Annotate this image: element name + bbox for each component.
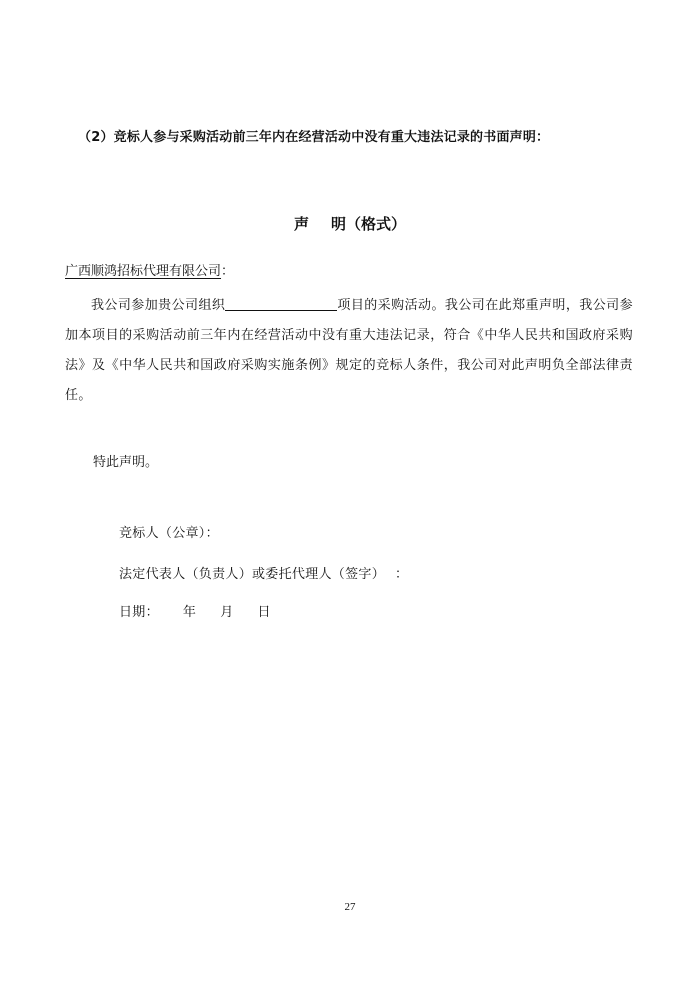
date-label: 日期： [119, 605, 159, 620]
date-line [119, 601, 271, 620]
bidder-seal-label: 竞标人（公章）： [119, 526, 219, 541]
project-name-blank[interactable] [225, 296, 337, 311]
declaration-body [65, 291, 633, 411]
title-part-1: 声 [293, 215, 309, 233]
representative-label: 法定代表人（负责人）或委托代理人（签字） [119, 567, 386, 582]
body-text-before-blank: 我公司参加贵公司组织 [91, 298, 226, 313]
representative-signature-line [119, 563, 408, 582]
date-year: 年 [182, 605, 197, 620]
section-heading: （2）竞标人参与采购活动前三年内在经营活动中没有重大违法记录的书面声明： [78, 130, 550, 145]
declaration-title [0, 213, 700, 234]
recipient-colon: ： [221, 264, 235, 279]
closing-statement: 特此声明。 [93, 455, 159, 470]
body-text-after-blank: 项目的采购活动。我公司在此郑重声明，我公司参加本项目的采购活动前三年内在经营活动中没有重大违法记录，符合《中华人民共和国政府采购法》及《中华人民共和国政府采购实施条例》规定的竞标人条件，我公司对此声明负全部法律责任。 [65, 298, 633, 403]
title-part-2: 明（格式） [331, 215, 407, 233]
date-day: 日 [257, 605, 271, 620]
addressee-line [65, 260, 234, 279]
bidder-seal-line [119, 522, 219, 541]
recipient-name: 广西顺鸿招标代理有限公司 [65, 264, 222, 279]
page-number: 27 [344, 901, 356, 913]
representative-colon: ： [395, 567, 409, 582]
date-month: 月 [220, 605, 234, 620]
